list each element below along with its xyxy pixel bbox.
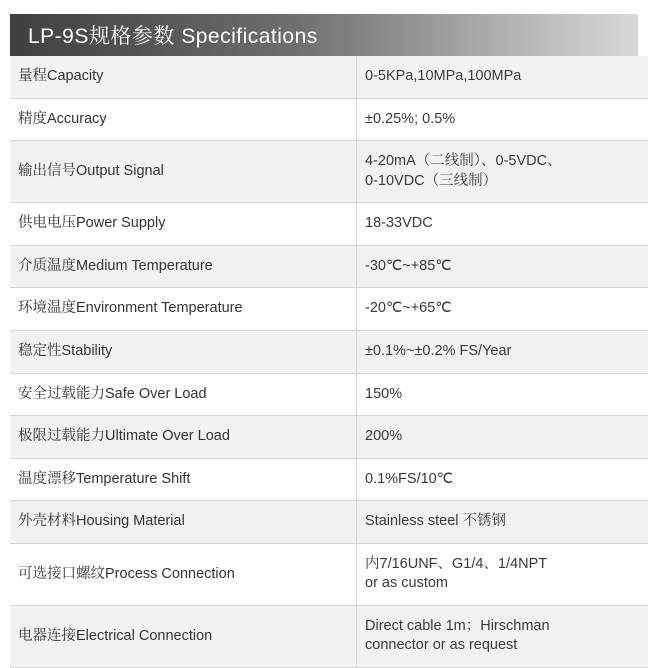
spec-header [10, 14, 638, 56]
spec-value [357, 203, 648, 246]
spec-value-line: or as custom [365, 574, 648, 594]
spec-label: 供电电压Power Supply [10, 203, 357, 246]
table-row [10, 605, 648, 667]
spec-label: 电器连接Electrical Connection [10, 605, 357, 667]
table-row [10, 501, 648, 544]
spec-value [357, 416, 648, 459]
spec-label: 安全过载能力Safe Over Load [10, 373, 357, 416]
spec-value-line: 18-33VDC [365, 214, 648, 234]
table-row [10, 458, 648, 501]
spec-label: 极限过载能力Ultimate Over Load [10, 416, 357, 459]
spec-value [357, 98, 648, 141]
spec-value-line: 200% [365, 427, 648, 447]
spec-value [357, 288, 648, 331]
spec-value [357, 56, 648, 98]
table-row [10, 288, 648, 331]
spec-value-line: -30℃~+85℃ [365, 257, 648, 277]
spec-label: 稳定性Stability [10, 330, 357, 373]
table-row [10, 98, 648, 141]
spec-value [357, 330, 648, 373]
spec-value-line: ±0.25%; 0.5% [365, 110, 648, 130]
spec-value-line: 内7/16UNF、G1/4、1/4NPT [365, 555, 648, 575]
spec-label: 可选接口螺纹Process Connection [10, 543, 357, 605]
specifications-table-body [10, 56, 648, 668]
spec-label: 精度Accuracy [10, 98, 357, 141]
spec-label: 介质温度Medium Temperature [10, 245, 357, 288]
table-row [10, 56, 648, 98]
spec-value-line: 0-5KPa,10MPa,100MPa [365, 67, 648, 87]
spec-value-line: 150% [365, 385, 648, 405]
spec-label: 输出信号Output Signal [10, 141, 357, 203]
specifications-table [10, 56, 648, 668]
spec-label: 量程Capacity [10, 56, 357, 98]
spec-value-line: -20℃~+65℃ [365, 299, 648, 319]
spec-label: 外壳材料Housing Material [10, 501, 357, 544]
table-row [10, 373, 648, 416]
table-row [10, 543, 648, 605]
spec-value-line: Direct cable 1m；Hirschman [365, 617, 648, 637]
spec-value-line: 4-20mA（二线制）、0-5VDC、 [365, 152, 648, 172]
spec-value [357, 245, 648, 288]
spec-value-line: Stainless steel 不锈钢 [365, 512, 648, 532]
spec-value [357, 373, 648, 416]
spec-value-line: ±0.1%~±0.2% FS/Year [365, 342, 648, 362]
spec-value-line: 0-10VDC（三线制） [365, 172, 648, 192]
spec-value-line: 0.1%FS/10℃ [365, 470, 648, 490]
spec-value [357, 605, 648, 667]
table-row [10, 203, 648, 246]
spec-value [357, 501, 648, 544]
table-row [10, 245, 648, 288]
table-row [10, 416, 648, 459]
spec-value [357, 543, 648, 605]
spec-value-line: connector or as request [365, 636, 648, 656]
table-row [10, 141, 648, 203]
page-title: LP-9S规格参数 Specifications [28, 20, 318, 50]
spec-value [357, 458, 648, 501]
spec-value [357, 141, 648, 203]
table-row [10, 330, 648, 373]
spec-label: 环境温度Environment Temperature [10, 288, 357, 331]
spec-label: 温度漂移Temperature Shift [10, 458, 357, 501]
